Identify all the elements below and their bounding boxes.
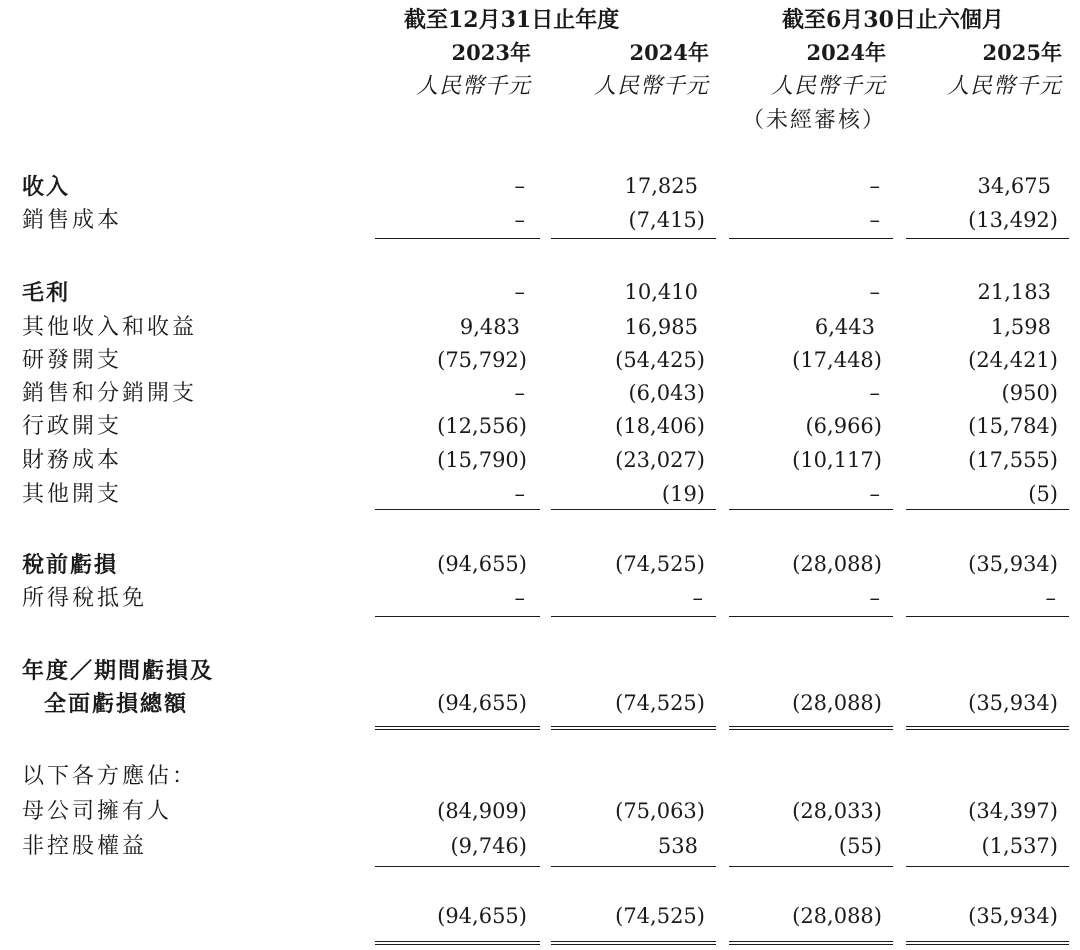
value-cell: (55)	[838, 834, 882, 858]
value-cell: –	[869, 482, 880, 506]
value-cell: 1,598	[990, 315, 1051, 339]
row-label: 研發開支	[22, 348, 123, 373]
row-label: 收入	[22, 174, 71, 200]
row-label: 全面虧損總額	[44, 691, 189, 717]
header-unit-4: 人民幣千元	[946, 74, 1062, 99]
value-cell: –	[869, 280, 880, 304]
value-cell: (17,448)	[792, 348, 882, 372]
value-cell: (10,117)	[792, 448, 882, 472]
header-group-half: 截至6月30日止六個月	[782, 7, 1004, 33]
header-year-1: 2023年	[451, 40, 531, 65]
value-cell: –	[514, 208, 525, 232]
value-cell: (74,525)	[615, 904, 705, 928]
value-cell: –	[869, 208, 880, 232]
row-label: 母公司擁有人	[22, 799, 173, 824]
total-double-rule	[729, 941, 893, 945]
value-cell: (75,792)	[437, 348, 527, 372]
value-cell: –	[1045, 586, 1056, 610]
value-cell: (17,555)	[968, 448, 1058, 472]
subtotal-rule	[551, 238, 716, 239]
value-cell: (18,406)	[615, 414, 705, 438]
value-cell: 9,483	[459, 315, 520, 339]
value-cell: (28,088)	[792, 904, 882, 928]
header-group-year: 截至12月31日止年度	[404, 7, 620, 33]
header-unaudited-note: （未經審核）	[742, 108, 887, 133]
value-cell: (54,425)	[615, 348, 705, 372]
total-double-rule	[906, 726, 1069, 730]
value-cell: 16,985	[624, 315, 698, 339]
value-cell: (94,655)	[437, 904, 527, 928]
value-cell: (6,043)	[628, 381, 705, 405]
value-cell: (35,934)	[968, 552, 1058, 576]
value-cell: (74,525)	[615, 691, 705, 715]
value-cell: –	[514, 174, 525, 198]
total-double-rule	[551, 941, 716, 945]
value-cell: –	[869, 381, 880, 405]
total-double-rule	[906, 941, 1069, 945]
value-cell: 21,183	[977, 280, 1051, 304]
value-cell: (24,421)	[968, 348, 1058, 372]
total-double-rule	[375, 726, 540, 730]
subtotal-rule	[375, 509, 540, 510]
subtotal-rule	[551, 866, 716, 867]
value-cell: (13,492)	[968, 208, 1058, 232]
value-cell: 6,443	[814, 315, 875, 339]
value-cell: –	[869, 174, 880, 198]
value-cell: (75,063)	[615, 799, 705, 823]
row-label: 銷售成本	[22, 208, 123, 233]
header-year-2: 2024年	[629, 40, 709, 65]
value-cell: (9,746)	[450, 834, 527, 858]
value-cell: –	[514, 280, 525, 304]
subtotal-rule	[729, 238, 893, 239]
subtotal-rule	[375, 616, 540, 617]
value-cell: (34,397)	[968, 799, 1058, 823]
subtotal-rule	[729, 866, 893, 867]
row-label: 財務成本	[22, 448, 123, 473]
value-cell: 10,410	[624, 280, 698, 304]
value-cell: –	[514, 586, 525, 610]
value-cell: (94,655)	[437, 552, 527, 576]
header-unit-3: 人民幣千元	[770, 74, 886, 99]
value-cell: (7,415)	[628, 208, 705, 232]
subtotal-rule	[906, 509, 1069, 510]
subtotal-rule	[906, 238, 1069, 239]
value-cell: (12,556)	[437, 414, 527, 438]
row-label: 非控股權益	[22, 834, 148, 859]
value-cell: (15,784)	[968, 414, 1058, 438]
value-cell: –	[869, 586, 880, 610]
subtotal-rule	[375, 866, 540, 867]
row-label: 所得稅抵免	[22, 586, 148, 611]
subtotal-rule	[551, 616, 716, 617]
header-year-4: 2025年	[982, 40, 1062, 65]
row-label: 年度／期間虧損及	[22, 658, 215, 684]
total-double-rule	[729, 726, 893, 730]
subtotal-rule	[375, 238, 540, 239]
total-double-rule	[551, 726, 716, 730]
row-label: 毛利	[22, 280, 71, 306]
value-cell: –	[692, 586, 703, 610]
value-cell: (28,033)	[792, 799, 882, 823]
value-cell: (950)	[1001, 381, 1058, 405]
subtotal-rule	[551, 509, 716, 510]
value-cell: (6,966)	[805, 414, 882, 438]
row-label: 以下各方應佔：	[22, 764, 198, 789]
value-cell: (94,655)	[437, 691, 527, 715]
value-cell: (35,934)	[968, 691, 1058, 715]
value-cell: (15,790)	[437, 448, 527, 472]
total-double-rule	[375, 941, 540, 945]
subtotal-rule	[906, 616, 1069, 617]
value-cell: (74,525)	[615, 552, 705, 576]
row-label: 稅前虧損	[22, 552, 119, 578]
value-cell: (19)	[661, 482, 705, 506]
value-cell: (5)	[1028, 482, 1058, 506]
value-cell: (1,537)	[981, 834, 1058, 858]
value-cell: 34,675	[977, 174, 1051, 198]
subtotal-rule	[729, 616, 893, 617]
row-label: 其他開支	[22, 482, 123, 507]
value-cell: (35,934)	[968, 904, 1058, 928]
value-cell: –	[514, 381, 525, 405]
row-label: 銷售和分銷開支	[22, 381, 198, 406]
header-unit-2: 人民幣千元	[593, 74, 709, 99]
header-unit-1: 人民幣千元	[415, 74, 531, 99]
value-cell: (84,909)	[437, 799, 527, 823]
subtotal-rule	[729, 509, 893, 510]
subtotal-rule	[906, 866, 1069, 867]
value-cell: (28,088)	[792, 552, 882, 576]
value-cell: –	[514, 482, 525, 506]
row-label: 行政開支	[22, 414, 123, 439]
value-cell: 538	[657, 834, 698, 858]
value-cell: 17,825	[624, 174, 698, 198]
row-label: 其他收入和收益	[22, 315, 198, 340]
value-cell: (28,088)	[792, 691, 882, 715]
value-cell: (23,027)	[615, 448, 705, 472]
header-year-3: 2024年	[806, 40, 886, 65]
